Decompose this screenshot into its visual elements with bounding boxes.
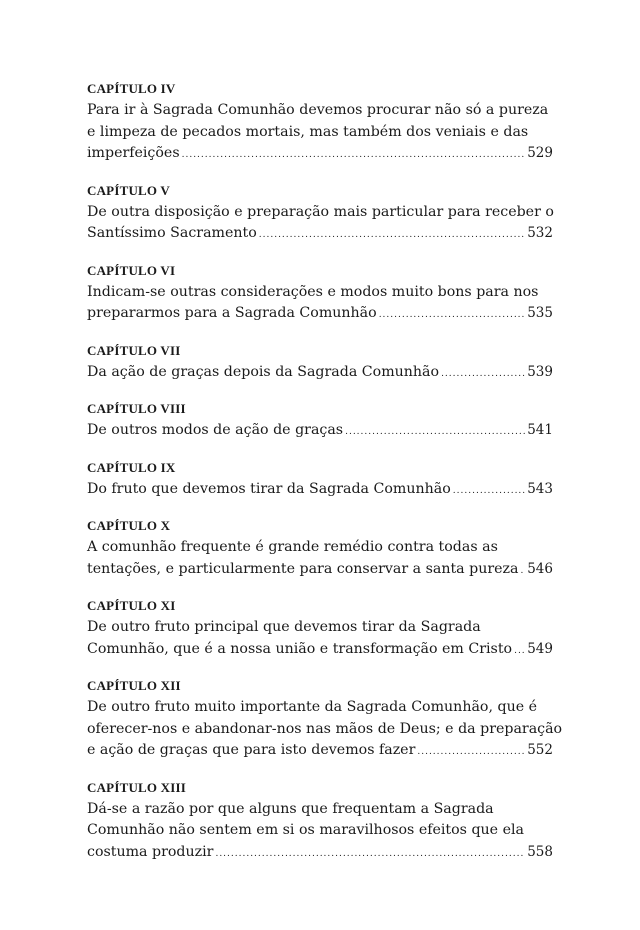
chapter-title [87,697,563,764]
dot-leader [453,481,525,503]
dot-leader [521,561,526,583]
title-last-line [87,143,553,167]
title-line: Indicam-se outras considerações e modos muito bons para nos [87,283,539,300]
chapter-heading: CAPÍTULO XI [87,598,176,613]
title-last-line [87,559,553,583]
toc-entry [87,779,553,866]
toc-entry [87,517,553,582]
chapter-title [87,617,553,662]
page-number: 529 [527,145,553,161]
chapter-heading: CAPÍTULO X [87,518,171,533]
title-line: Da ação de graças depois da Sagrada Comunhão [87,363,440,380]
title-line: De outros modos de ação de graças [87,422,344,438]
title-line: De outro fruto principal que devemos tirar da Sagrada [87,619,481,635]
dot-leader [379,305,526,327]
title-line: e ação de graças que para isto devemos fazer [87,742,416,758]
toc-entry [87,80,553,167]
title-last-line [87,842,553,866]
title-line: tentações, e particularmente para conservar a santa pureza [87,560,519,577]
chapter-heading: CAPÍTULO IV [87,81,176,96]
chapter-title [87,537,553,582]
chapter-title [87,202,553,247]
title-last-line [87,420,553,444]
title-line: oferecer-nos e abandonar-nos nas mãos de Deus; e da preparação [87,720,563,737]
title-line: Comunhão não sentem em si os maravilhosos efeitos que ela [87,822,524,838]
table-of-contents [87,80,563,880]
chapter-title [87,420,553,444]
dot-leader [441,364,525,386]
chapter-heading: CAPÍTULO V [87,182,171,198]
dot-leader [182,145,526,167]
page-number: 539 [527,363,553,380]
chapter-heading: CAPÍTULO VI [87,262,176,278]
toc-entry [87,342,553,386]
dot-leader [215,844,525,866]
dot-leader [345,422,525,444]
page-number: 546 [527,560,553,577]
title-line: Santíssimo Sacramento [87,225,257,241]
page-number: 535 [527,305,553,321]
title-last-line [87,223,553,247]
title-last-line [87,740,553,764]
title-line: Comunhão, que é a nossa união e transformação em Cristo [87,640,513,657]
title-last-line [87,639,553,663]
chapter-heading: CAPÍTULO VII [87,342,181,358]
chapter-heading: CAPÍTULO XIII [87,779,187,795]
title-line: costuma produzir [87,843,214,860]
title-line: De outra disposição e preparação mais particular para receber o [87,203,554,220]
chapter-heading: CAPÍTULO XII [87,678,181,693]
toc-entry [87,597,553,662]
toc-entry [87,677,563,764]
page-number: 549 [527,640,553,657]
title-last-line [87,479,553,503]
page-number: 541 [527,422,553,438]
toc-entry [87,400,553,444]
chapter-title [87,799,553,866]
title-line: Dá-se a razão por que alguns que frequentam a Sagrada [87,800,494,817]
page-number: 543 [527,480,553,497]
title-line: Do fruto que devemos tirar da Sagrada Comunhão [87,480,451,497]
chapter-title [87,479,553,503]
toc-entry [87,262,553,327]
toc-entry [87,459,553,503]
dot-leader [259,225,525,247]
title-line: A comunhão frequente é grande remédio contra todas as [87,539,498,555]
page-number: 558 [527,843,553,860]
chapter-title [87,100,553,167]
title-line: prepararmos para a Sagrada Comunhão [87,305,377,321]
toc-entry [87,182,553,247]
dot-leader [417,742,525,764]
page-number: 532 [527,225,553,241]
title-line: De outro fruto muito importante da Sagrada Comunhão, que é [87,699,538,715]
dot-leader [514,641,525,663]
chapter-heading: CAPÍTULO IX [87,459,176,475]
title-line: Para ir à Sagrada Comunhão devemos procurar não só a pureza [87,102,549,118]
chapter-title [87,282,553,327]
chapter-heading: CAPÍTULO VIII [87,401,186,416]
title-last-line [87,362,553,386]
chapter-title [87,362,553,386]
title-last-line [87,303,553,327]
title-line: e limpeza de pecados mortais, mas também dos veniais e das [87,123,529,140]
title-line: imperfeições [87,145,180,161]
page-number: 552 [527,742,553,758]
